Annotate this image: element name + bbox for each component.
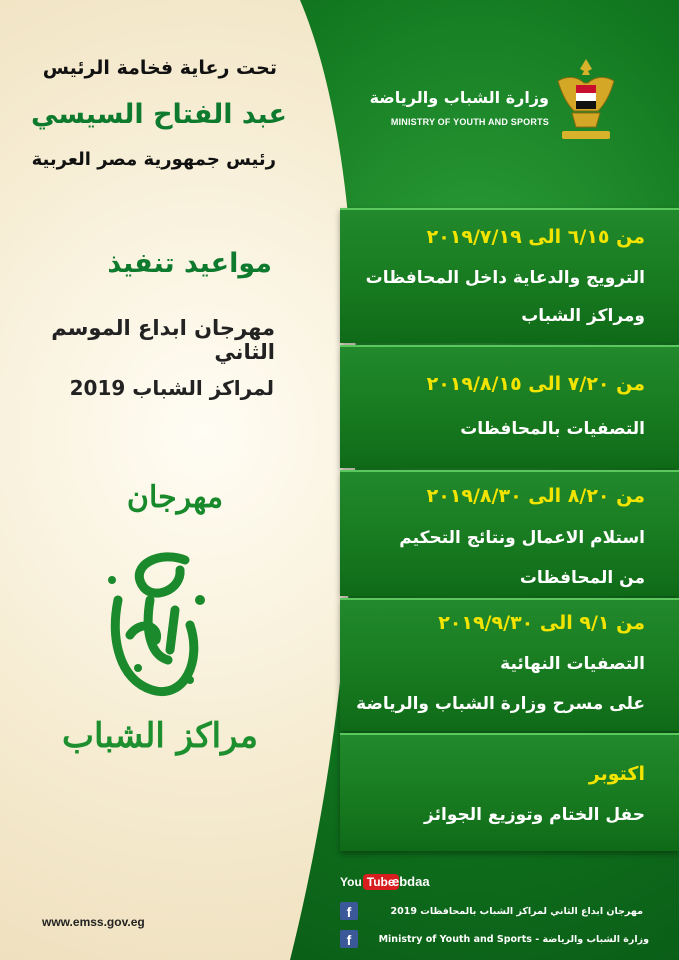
schedule-description: على مسرح وزارة الشباب والرياضة	[356, 694, 645, 714]
schedule-date: من ٨/٢٠ الى ٢٠١٩/٨/٣٠	[426, 485, 645, 507]
ministry-name-english: MINISTRY OF YOUTH AND SPORTS	[390, 117, 549, 127]
schedule-item-closing	[340, 733, 679, 851]
schedule-date: اكتوبر	[588, 763, 645, 785]
schedule-description: الترويج والدعاية داخل المحافظات	[365, 268, 645, 288]
logo-top-text: مهرجان	[126, 480, 224, 515]
youtube-tube-text: Tube	[363, 874, 399, 890]
patronage-line1: تحت رعاية فخامة الرئيس	[42, 57, 277, 79]
egypt-eagle-emblem-icon	[554, 55, 618, 147]
logo-bottom-text: مراكز الشباب	[62, 716, 258, 756]
schedule-item-qualifiers	[340, 345, 679, 468]
schedule-description: ومراكز الشباب	[521, 306, 645, 326]
schedule-description: من المحافظات	[519, 568, 645, 588]
facebook-page-festival[interactable]: مهرجان ابداع الثاني لمراكز الشباب بالمحافظات 2019	[390, 906, 643, 917]
festival-subtitle: لمراكز الشباب 2019	[69, 376, 274, 400]
facebook-icon[interactable]: f	[340, 930, 358, 948]
schedule-date: من ٩/١ الى ٢٠١٩/٩/٣٠	[438, 612, 645, 634]
schedule-date: من ٧/٢٠ الى ٢٠١٩/٨/١٥	[426, 373, 645, 395]
schedule-description: استلام الاعمال ونتائج التحكيم	[399, 528, 645, 548]
facebook-icon[interactable]: f	[340, 902, 358, 920]
patronage-line3: رئيس جمهورية مصر العربية	[31, 149, 276, 170]
ministry-name-arabic: وزارة الشباب والرياضة	[369, 88, 549, 107]
website-link[interactable]: www.emss.gov.eg	[42, 915, 145, 929]
schedule-item-promotion	[340, 208, 679, 343]
schedule-description: حفل الختام وتوزيع الجوائز	[424, 805, 645, 825]
schedule-date: من ٦/١٥ الى ٢٠١٩/٧/١٩	[426, 226, 645, 248]
festival-name: مهرجان ابداع الموسم الثاني	[51, 316, 275, 364]
ebdaa-calligraphy-logo-icon	[90, 540, 220, 710]
youtube-you-text: You	[340, 875, 362, 889]
patronage-president-name: عبد الفتاح السيسي	[31, 99, 287, 130]
schedule-item-finals	[340, 598, 679, 731]
youtube-channel-name[interactable]: ebdaa	[392, 874, 430, 889]
page-title: مواعيد تنفيذ	[107, 248, 272, 279]
schedule-description: التصفيات النهائية	[500, 654, 645, 674]
youtube-logo-icon[interactable]	[340, 872, 399, 892]
schedule-description: التصفيات بالمحافظات	[460, 419, 645, 439]
facebook-page-ministry[interactable]: وزارة الشباب والرياضة - Ministry of Youth and Sports	[378, 934, 649, 945]
schedule-item-judging	[340, 470, 679, 596]
